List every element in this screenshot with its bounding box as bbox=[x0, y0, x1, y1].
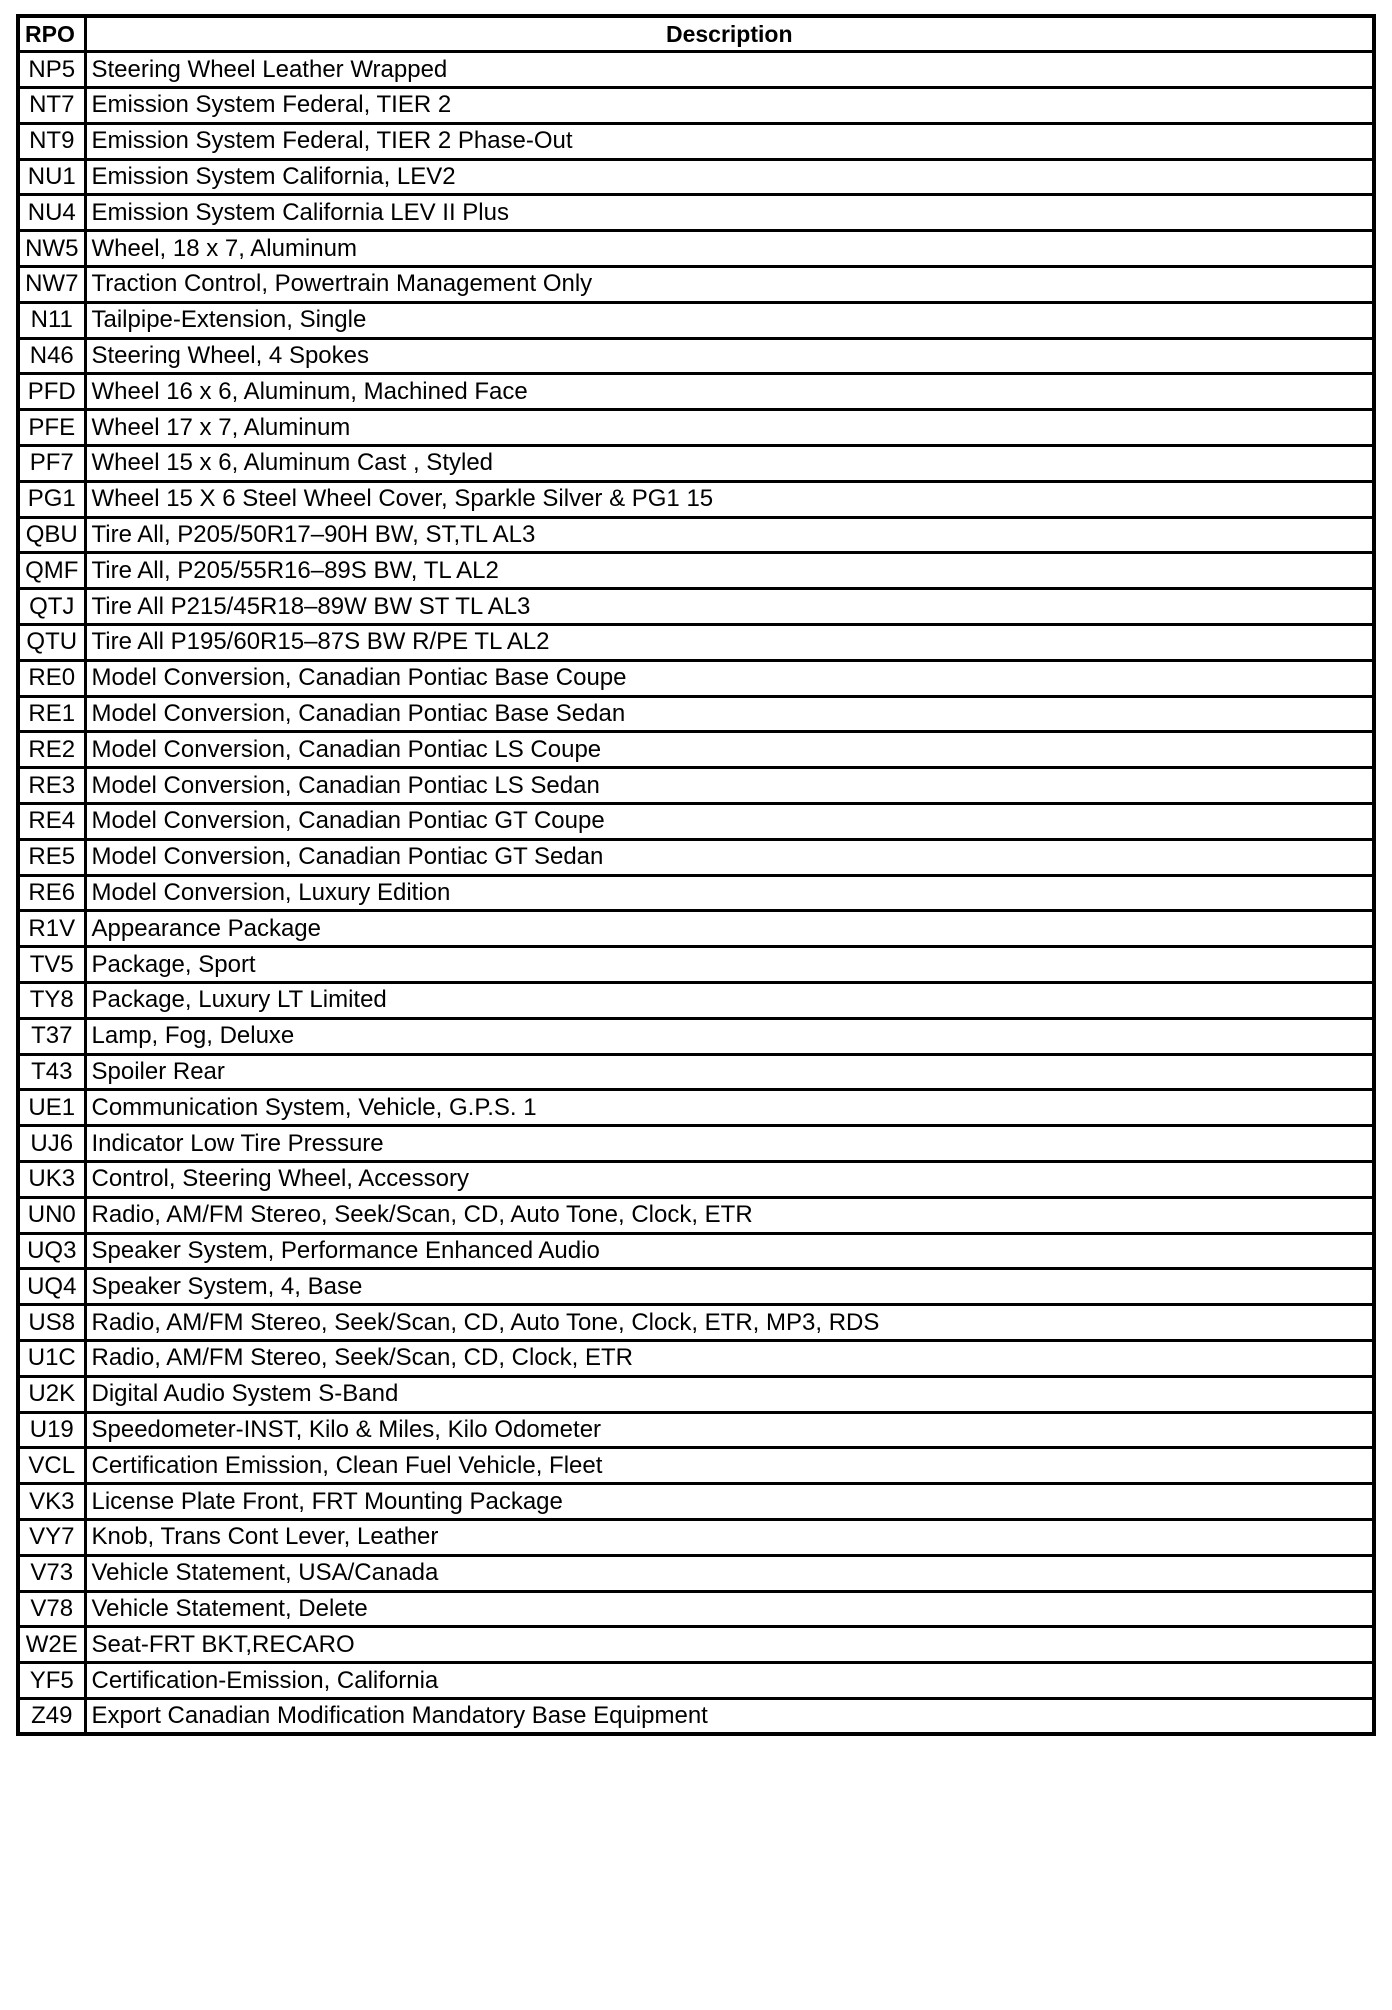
description-cell: Vehicle Statement, USA/Canada bbox=[85, 1555, 1374, 1591]
table-row bbox=[18, 983, 1374, 1019]
table-header bbox=[18, 16, 1374, 52]
table-row bbox=[18, 1698, 1374, 1734]
description-cell: Steering Wheel Leather Wrapped bbox=[85, 52, 1374, 88]
description-cell: Certification-Emission, California bbox=[85, 1663, 1374, 1699]
rpo-code-cell: UE1 bbox=[18, 1090, 85, 1126]
description-cell: Control, Steering Wheel, Accessory bbox=[85, 1162, 1374, 1198]
table-row bbox=[18, 1519, 1374, 1555]
rpo-code-cell: W2E bbox=[18, 1627, 85, 1663]
rpo-code-cell: UQ4 bbox=[18, 1269, 85, 1305]
description-cell: Model Conversion, Luxury Edition bbox=[85, 875, 1374, 911]
description-cell: Digital Audio System S-Band bbox=[85, 1376, 1374, 1412]
rpo-code-cell: UN0 bbox=[18, 1197, 85, 1233]
description-cell: Model Conversion, Canadian Pontiac Base Coupe bbox=[85, 660, 1374, 696]
table-row bbox=[18, 768, 1374, 804]
rpo-code-cell: Z49 bbox=[18, 1698, 85, 1734]
description-cell: Communication System, Vehicle, G.P.S. 1 bbox=[85, 1090, 1374, 1126]
description-cell: Wheel 16 x 6, Aluminum, Machined Face bbox=[85, 374, 1374, 410]
rpo-code-cell: US8 bbox=[18, 1305, 85, 1341]
table-row bbox=[18, 1233, 1374, 1269]
table-row bbox=[18, 696, 1374, 732]
rpo-code-cell: V73 bbox=[18, 1555, 85, 1591]
table-row bbox=[18, 195, 1374, 231]
description-cell: Lamp, Fog, Deluxe bbox=[85, 1018, 1374, 1054]
rpo-code-cell: NT7 bbox=[18, 88, 85, 124]
table-row bbox=[18, 159, 1374, 195]
description-cell: Speaker System, Performance Enhanced Audio bbox=[85, 1233, 1374, 1269]
rpo-code-cell: NT9 bbox=[18, 123, 85, 159]
rpo-code-cell: PF7 bbox=[18, 446, 85, 482]
description-cell: License Plate Front, FRT Mounting Package bbox=[85, 1484, 1374, 1520]
description-cell: Indicator Low Tire Pressure bbox=[85, 1126, 1374, 1162]
description-cell: Speedometer-INST, Kilo & Miles, Kilo Odometer bbox=[85, 1412, 1374, 1448]
rpo-code-cell: QMF bbox=[18, 553, 85, 589]
description-cell: Model Conversion, Canadian Pontiac GT Coupe bbox=[85, 804, 1374, 840]
table-row bbox=[18, 732, 1374, 768]
rpo-column-header: RPO bbox=[18, 16, 85, 52]
rpo-table bbox=[16, 14, 1376, 1736]
table-row bbox=[18, 88, 1374, 124]
header-row bbox=[18, 16, 1374, 52]
table-row bbox=[18, 1305, 1374, 1341]
description-cell: Traction Control, Powertrain Management Only bbox=[85, 267, 1374, 303]
rpo-code-cell: NW5 bbox=[18, 231, 85, 267]
description-cell: Radio, AM/FM Stereo, Seek/Scan, CD, Auto Tone, Clock, ETR, MP3, RDS bbox=[85, 1305, 1374, 1341]
description-cell: Tire All P195/60R15–87S BW R/PE TL AL2 bbox=[85, 625, 1374, 661]
description-cell: Tire All, P205/50R17–90H BW, ST,TL AL3 bbox=[85, 517, 1374, 553]
description-cell: Wheel 15 x 6, Aluminum Cast , Styled bbox=[85, 446, 1374, 482]
description-cell: Wheel 17 x 7, Aluminum bbox=[85, 410, 1374, 446]
rpo-code-cell: RE0 bbox=[18, 660, 85, 696]
table-row bbox=[18, 338, 1374, 374]
table-row bbox=[18, 911, 1374, 947]
description-cell: Wheel, 18 x 7, Aluminum bbox=[85, 231, 1374, 267]
table-row bbox=[18, 123, 1374, 159]
description-cell: Wheel 15 X 6 Steel Wheel Cover, Sparkle Silver & PG1 15 bbox=[85, 481, 1374, 517]
rpo-code-cell: PG1 bbox=[18, 481, 85, 517]
table-row bbox=[18, 1663, 1374, 1699]
table-row bbox=[18, 1162, 1374, 1198]
description-cell: Speaker System, 4, Base bbox=[85, 1269, 1374, 1305]
description-cell: Package, Luxury LT Limited bbox=[85, 983, 1374, 1019]
rpo-code-cell: RE1 bbox=[18, 696, 85, 732]
table-row bbox=[18, 302, 1374, 338]
description-cell: Radio, AM/FM Stereo, Seek/Scan, CD, Clock, ETR bbox=[85, 1340, 1374, 1376]
table-row bbox=[18, 1484, 1374, 1520]
rpo-code-cell: U2K bbox=[18, 1376, 85, 1412]
table-row bbox=[18, 1591, 1374, 1627]
table-row bbox=[18, 1197, 1374, 1233]
rpo-code-cell: NU1 bbox=[18, 159, 85, 195]
description-cell: Model Conversion, Canadian Pontiac LS Sedan bbox=[85, 768, 1374, 804]
description-cell: Model Conversion, Canadian Pontiac LS Coupe bbox=[85, 732, 1374, 768]
rpo-code-cell: NP5 bbox=[18, 52, 85, 88]
table-row bbox=[18, 553, 1374, 589]
rpo-code-cell: VK3 bbox=[18, 1484, 85, 1520]
table-row bbox=[18, 231, 1374, 267]
table-row bbox=[18, 1376, 1374, 1412]
table-row bbox=[18, 839, 1374, 875]
description-cell: Model Conversion, Canadian Pontiac GT Sedan bbox=[85, 839, 1374, 875]
description-cell: Export Canadian Modification Mandatory Base Equipment bbox=[85, 1698, 1374, 1734]
description-cell: Appearance Package bbox=[85, 911, 1374, 947]
rpo-code-cell: PFE bbox=[18, 410, 85, 446]
description-cell: Model Conversion, Canadian Pontiac Base Sedan bbox=[85, 696, 1374, 732]
table-row bbox=[18, 1340, 1374, 1376]
table-row bbox=[18, 267, 1374, 303]
description-cell: Radio, AM/FM Stereo, Seek/Scan, CD, Auto Tone, Clock, ETR bbox=[85, 1197, 1374, 1233]
description-cell: Spoiler Rear bbox=[85, 1054, 1374, 1090]
description-column-header: Description bbox=[85, 16, 1374, 52]
table-row bbox=[18, 1269, 1374, 1305]
rpo-code-cell: TV5 bbox=[18, 947, 85, 983]
table-row bbox=[18, 374, 1374, 410]
rpo-code-cell: N46 bbox=[18, 338, 85, 374]
rpo-code-cell: N11 bbox=[18, 302, 85, 338]
table-row bbox=[18, 1054, 1374, 1090]
description-cell: Steering Wheel, 4 Spokes bbox=[85, 338, 1374, 374]
table-row bbox=[18, 481, 1374, 517]
rpo-code-cell: RE2 bbox=[18, 732, 85, 768]
rpo-code-cell: RE4 bbox=[18, 804, 85, 840]
description-cell: Emission System California, LEV2 bbox=[85, 159, 1374, 195]
table-row bbox=[18, 875, 1374, 911]
table-row bbox=[18, 660, 1374, 696]
description-cell: Vehicle Statement, Delete bbox=[85, 1591, 1374, 1627]
table-row bbox=[18, 625, 1374, 661]
description-cell: Emission System California LEV II Plus bbox=[85, 195, 1374, 231]
description-cell: Emission System Federal, TIER 2 Phase-Out bbox=[85, 123, 1374, 159]
rpo-code-cell: NU4 bbox=[18, 195, 85, 231]
rpo-code-cell: RE5 bbox=[18, 839, 85, 875]
description-cell: Tire All P215/45R18–89W BW ST TL AL3 bbox=[85, 589, 1374, 625]
table-row bbox=[18, 410, 1374, 446]
description-cell: Package, Sport bbox=[85, 947, 1374, 983]
rpo-code-cell: UJ6 bbox=[18, 1126, 85, 1162]
rpo-code-cell: VY7 bbox=[18, 1519, 85, 1555]
table-row bbox=[18, 446, 1374, 482]
table-row bbox=[18, 52, 1374, 88]
rpo-code-cell: NW7 bbox=[18, 267, 85, 303]
rpo-code-cell: T43 bbox=[18, 1054, 85, 1090]
rpo-code-cell: PFD bbox=[18, 374, 85, 410]
rpo-code-cell: TY8 bbox=[18, 983, 85, 1019]
table-row bbox=[18, 1448, 1374, 1484]
rpo-code-cell: RE3 bbox=[18, 768, 85, 804]
table-row bbox=[18, 1412, 1374, 1448]
table-row bbox=[18, 1126, 1374, 1162]
rpo-code-cell: YF5 bbox=[18, 1663, 85, 1699]
description-cell: Seat-FRT BKT,RECARO bbox=[85, 1627, 1374, 1663]
description-cell: Tire All, P205/55R16–89S BW, TL AL2 bbox=[85, 553, 1374, 589]
table-row bbox=[18, 1018, 1374, 1054]
description-cell: Knob, Trans Cont Lever, Leather bbox=[85, 1519, 1374, 1555]
table-row bbox=[18, 804, 1374, 840]
description-cell: Emission System Federal, TIER 2 bbox=[85, 88, 1374, 124]
table-row bbox=[18, 589, 1374, 625]
rpo-code-cell: V78 bbox=[18, 1591, 85, 1627]
table-row bbox=[18, 947, 1374, 983]
table-row bbox=[18, 1555, 1374, 1591]
description-cell: Tailpipe-Extension, Single bbox=[85, 302, 1374, 338]
rpo-code-cell: U1C bbox=[18, 1340, 85, 1376]
table-row bbox=[18, 517, 1374, 553]
rpo-code-cell: R1V bbox=[18, 911, 85, 947]
table-row bbox=[18, 1627, 1374, 1663]
rpo-code-cell: QBU bbox=[18, 517, 85, 553]
rpo-code-cell: UK3 bbox=[18, 1162, 85, 1198]
rpo-code-cell: VCL bbox=[18, 1448, 85, 1484]
description-cell: Certification Emission, Clean Fuel Vehicle, Fleet bbox=[85, 1448, 1374, 1484]
rpo-code-cell: U19 bbox=[18, 1412, 85, 1448]
rpo-code-cell: RE6 bbox=[18, 875, 85, 911]
table-body bbox=[18, 52, 1374, 1734]
rpo-code-cell: QTU bbox=[18, 625, 85, 661]
rpo-code-cell: T37 bbox=[18, 1018, 85, 1054]
rpo-code-cell: UQ3 bbox=[18, 1233, 85, 1269]
table-row bbox=[18, 1090, 1374, 1126]
rpo-code-cell: QTJ bbox=[18, 589, 85, 625]
